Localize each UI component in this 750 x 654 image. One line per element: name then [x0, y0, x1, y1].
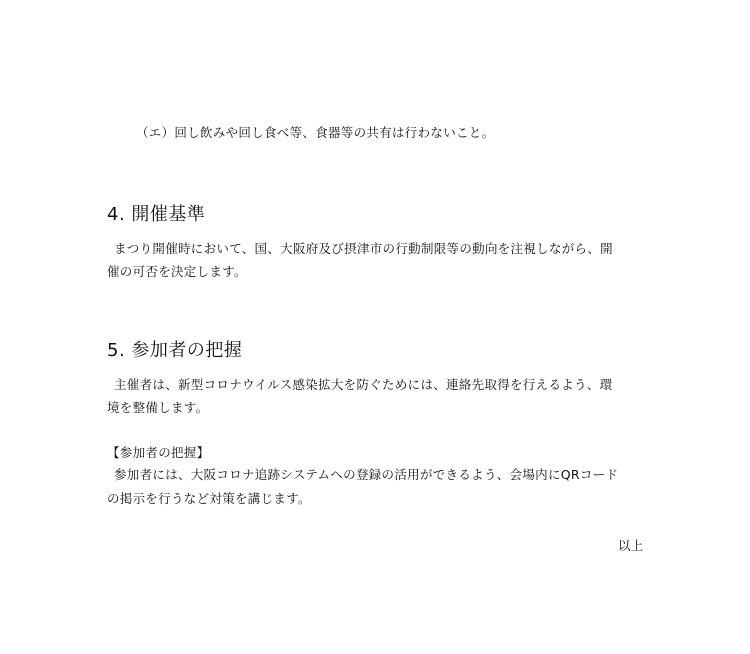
closing-text: 以上: [618, 538, 644, 553]
section-5-heading: 5. 参加者の把握: [107, 340, 243, 361]
section-4-heading: 4. 開催基準: [107, 204, 206, 225]
subsection-paragraph-line-1: 参加者には、大阪コロナ追跡システムへの登録の活用ができるよう、会場内にQRコード: [114, 467, 619, 482]
section-5-paragraph-line-2: 境を整備します。: [107, 400, 209, 415]
section-5-paragraph-line-1: 主催者は、新型コロナウイルス感染拡大を防ぐためには、連絡先取得を行えるよう、環: [114, 377, 613, 392]
subsection-paragraph-line-2: の掲示を行うなど対策を講じます。: [107, 491, 311, 506]
section-4-paragraph-line-2: 催の可否を決定します。: [107, 264, 247, 279]
section-4-paragraph-line-1: まつり開催時において、国、大阪府及び摂津市の行動制限等の動向を注視しながら、開: [114, 241, 613, 256]
list-item-e: （エ）回し飲みや回し食べ等、食器等の共有は行わないこと。: [136, 125, 495, 140]
section-5-subheading: 【参加者の把握】: [107, 445, 210, 460]
